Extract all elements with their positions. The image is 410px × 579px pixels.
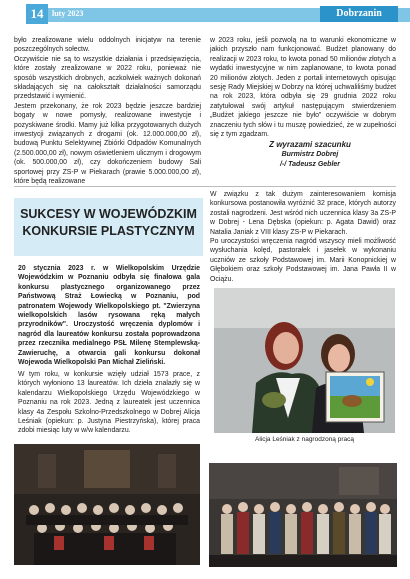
page-header (0, 0, 410, 30)
group-photo-hall-illustration (14, 444, 200, 565)
text-column-1 (14, 36, 201, 187)
newspaper-title: Dobrzanin (320, 6, 398, 22)
page-number: 14 (26, 4, 48, 24)
article-title-line: SUKCESY W WOJEWÓDZKIM (20, 207, 197, 221)
article-lead: 20 stycznia 2023 r. w Wielkopolskim Urzędzie Wojewódzkim w Poznaniu odbyła się finałowa gala konkursu plastycznego organizowanego przez Państwową Straż Łowiecką w Poznaniu, pod patronatem Wojewody Wielkopolskiego pt. "Zwierzyna wielkopolskich lasów rysowana ręką małych przyrodników". Uroczystość wręczenia dyplomów i nagród dla laureatów konkursu została poprowadzona przez rzecznika medialnego PSŁ Milenę Stemplewską-Zawieruchę, a otwarcia gali konkursu dokonał Wojewoda Wielkopolski Pan Michał Zieliński. (18, 265, 200, 367)
text-column-2 (210, 36, 396, 139)
section-divider (14, 186, 396, 187)
article-title-box (14, 198, 203, 256)
signature-role: Burmistrz Dobrej (281, 151, 339, 158)
group-photo-performers (209, 463, 397, 567)
paragraph: Oczywiście nie są to wszystkie działania i przedsięwzięcia, które zostały zrealizowane w 2022 roku, ponieważ nie sposób wszystkich drobnych, aczkolwiek ważnych dokonań składających się na całokształt działalności samorządu przedstawić i wymienić. (14, 55, 201, 101)
award-photo (214, 288, 395, 433)
paragraph: Jestem przekonany, że rok 2023 będzie jeszcze bardziej bogaty w nowe pomysły, realizowane inwestycje i pozyskiwane środki. Mamy już kilka przygotowanych dużych inwestycji związanych z drogami (ok. 12.000.000,00 zł), budową Punktu Selektywnej Zbiórki Odpadów Komunalnych (2.500.000,00 zł), nowym oświetleniem ulicznym i drogowym (ok. 500.000,00 zł), czy dokończeniem budowy Sali sportowej przy ZS-P w Piekarach (prawie 5.000.000,00 zł), które będą realizowane (14, 102, 201, 186)
photo-caption: Alicja Leśniak z nagrodzoną pracą (254, 436, 354, 443)
article-right-column: W związku z tak dużym zainteresowaniem komisja konkursowa postanowiła wyróżnić 32 prace, których autorzy zostali nagrodzeni. Jest wśród nich uczennica klasy 3a ZS-P w Dobrej - Lena Dębska (opiekun: p. Agata Dawid) oraz Natalia Janiak z VIII klasy ZS-P w Piekarach. Po uroczystości wręczenia nagród wszyscy mieli możliwość wysłuchania kolęd, pastorałek i jasełek w wykonaniu uczniów ze szkoły Podstawowej im. Marii Konopnickiej w Głębokiem oraz szkoły Podstawowej im. Jana Pawła II w Ociążu. (210, 191, 396, 283)
paragraph: było zrealizowane wielu oddolnych inicjatyw na terenie poszczególnych sołectw. (14, 37, 201, 54)
article-title-line: KONKURSIE PLASTYCZNYM (22, 224, 195, 238)
signature-block (240, 140, 380, 170)
article-title (14, 206, 203, 240)
signature-greeting: Z wyrazami szacunku (269, 140, 351, 149)
award-photo-illustration (214, 288, 395, 433)
article-body: W tym roku, w konkursie wzięły udział 1573 prace, z których wyłoniono 13 laureatów. Ich dzieła znalazły się w kalendarzu Wielkopolskiego Urzędu Wojewódzkiego w Poznaniu na rok 2023. Jedną z laureatek jest uczennica klasy 4a Zespołu Szkolno-Przedszkolnego w Dobrej Alicja Leśniak (opiekun: p. Justyna Piestrzyńska), której praca zdobi miesiąc luty w w/w kalendarzu. (18, 371, 200, 435)
group-photo-performers-illustration (209, 463, 397, 567)
issue-date: luty 2023 (52, 9, 84, 18)
signature-name: /-/ Tadeusz Gebler (279, 161, 341, 168)
group-photo-hall (14, 444, 200, 565)
paragraph: w 2023 roku, jeśli pozwolą na to warunki ekonomiczne w jakich przyszło nam funkcjonować. Budżet planowany do realizacji w 2023 roku, to kwota ponad 50 milionów złotych a wydatki inwestycyjne w nim zaplanowane, to kwota ponad 20 milionów złotych. Jeden z portali internetowych opisując sesję Rady Miejskiej w Dobrzy na której uchwaliliśmy budżet na rok 2023, która odbyła się 29 grudnia 2022 roku zatytułował swój artykuł następującym stwierdzeniem „Budżet jakiego jeszcze nie było” oczywiście w dobrym znaczeniu tych słów i tu muszę powiedzieć, że w zupełności się z tym zgadzam. (210, 37, 396, 139)
